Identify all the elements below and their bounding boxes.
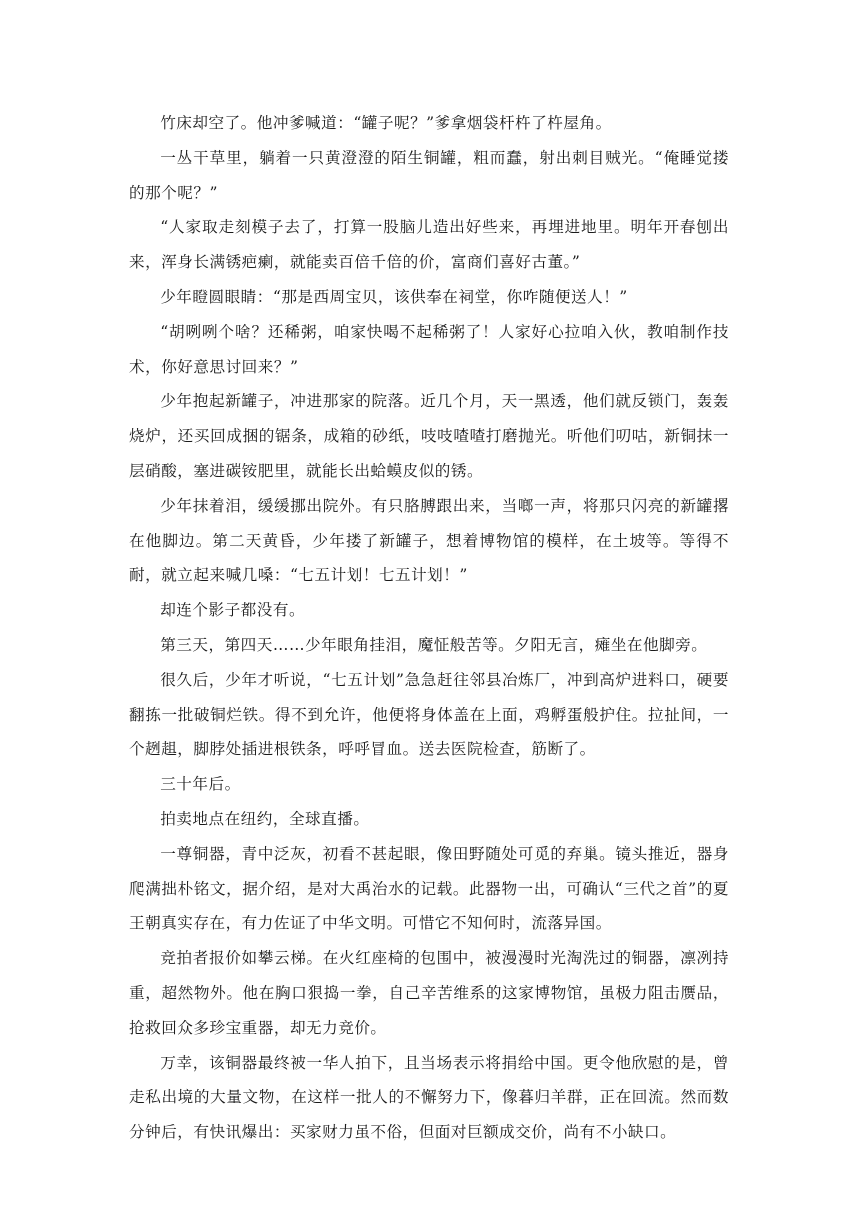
paragraph: 一丛干草里，躺着一只黄澄澄的陌生铜罐，粗而蠢，射出刺目贼光。“俺睡觉搂的那个呢？”	[129, 148, 729, 202]
paragraph: “胡咧咧个啥？还稀粥，咱家快喝不起稀粥了！人家好心拉咱入伙，教咱制作技术，你好意思讨回来？”	[129, 322, 729, 376]
paragraph: 拍卖地点在纽约，全球直播。	[160, 809, 370, 828]
paragraph: 竹床却空了。他冲爹喊道：“罐子呢？”爹拿烟袋杆杵了杵屋角。	[160, 114, 612, 132]
paragraph: 竞拍者报价如攀云梯。在火红座椅的包围中，被漫漫时光淘洗过的铜器，凛冽持重，超然物外。他在胸口狠捣一拳，自己辛苦维系的这家博物馆，虽极力阻击赝品，抢救回众多珍宝重器，却无力竞价。	[129, 949, 729, 1037]
paragraph: 却连个影子都没有。	[160, 601, 306, 620]
paragraph: 少年抱起新罐子，冲进那家的院落。近几个月，天一黑透，他们就反锁门，轰轰烧炉，还买回成捆的锯条，成箱的砂纸，吱吱喳喳打磨抛光。听他们叨咕，新铜抹一层硝酸，塞进碳铵肥里，就能长出蛤蟆皮似的锈。	[129, 392, 729, 480]
paragraph: 很久后，少年才听说，“七五计划”急急赶往邻县冶炼厂，冲到高炉进料口，硬要翻拣一批破铜烂铁。得不到允许，他便将身体盖在上面，鸡孵蛋般护住。拉扯间，一个趔趄，脚脖处插进根铁条，呼呼冒血。送去医院检查，筋断了。	[129, 670, 729, 759]
paragraph: 三十年后。	[160, 775, 241, 794]
paragraph: 万幸，该铜器最终被一华人拍下，且当场表示将捐给中国。更令他欣慰的是，曾走私出境的大量文物，在这样一批人的不懈努力下，像暮归羊群，正在回流。然而数分钟后，有快讯爆出：买家财力虽不俗，但面对巨额成交价，尚有不小缺口。	[129, 1053, 729, 1142]
story-body	[129, 106, 729, 1150]
paragraph: 少年瞪圆眼睛：“那是西周宝贝，该供奉在祠堂，你咋随便送人！”	[160, 287, 628, 306]
paragraph: 一尊铜器，青中泛灰，初看不甚起眼，像田野随处可觅的弃巢。镜头推近，器身爬满拙朴铭文，据介绍，是对大禹治水的记载。此器物一出，可确认“三代之首”的夏王朝真实存在，有力佐证了中华文明。可惜它不知何时，流落异国。	[129, 844, 729, 933]
paragraph: 第三天，第四天……少年眼角挂泪，魔怔般苦等。夕阳无言，瘫坐在他脚旁。	[160, 635, 708, 654]
paragraph: 少年抹着泪，缓缓挪出院外。有只胳膊跟出来，当啷一声，将那只闪亮的新罐撂在他脚边。第二天黄昏，少年搂了新罐子，想着博物馆的模样，在土坡等。等得不耐，就立起来喊几嗓：“七五计划！七五计划！”	[129, 496, 729, 585]
paragraph: “人家取走刻模子去了，打算一股脑儿造出好些来，再埋进地里。明年开春刨出来，浑身长满锈疤瘌，就能卖百倍千倍的价，富商们喜好古董。”	[129, 218, 729, 272]
